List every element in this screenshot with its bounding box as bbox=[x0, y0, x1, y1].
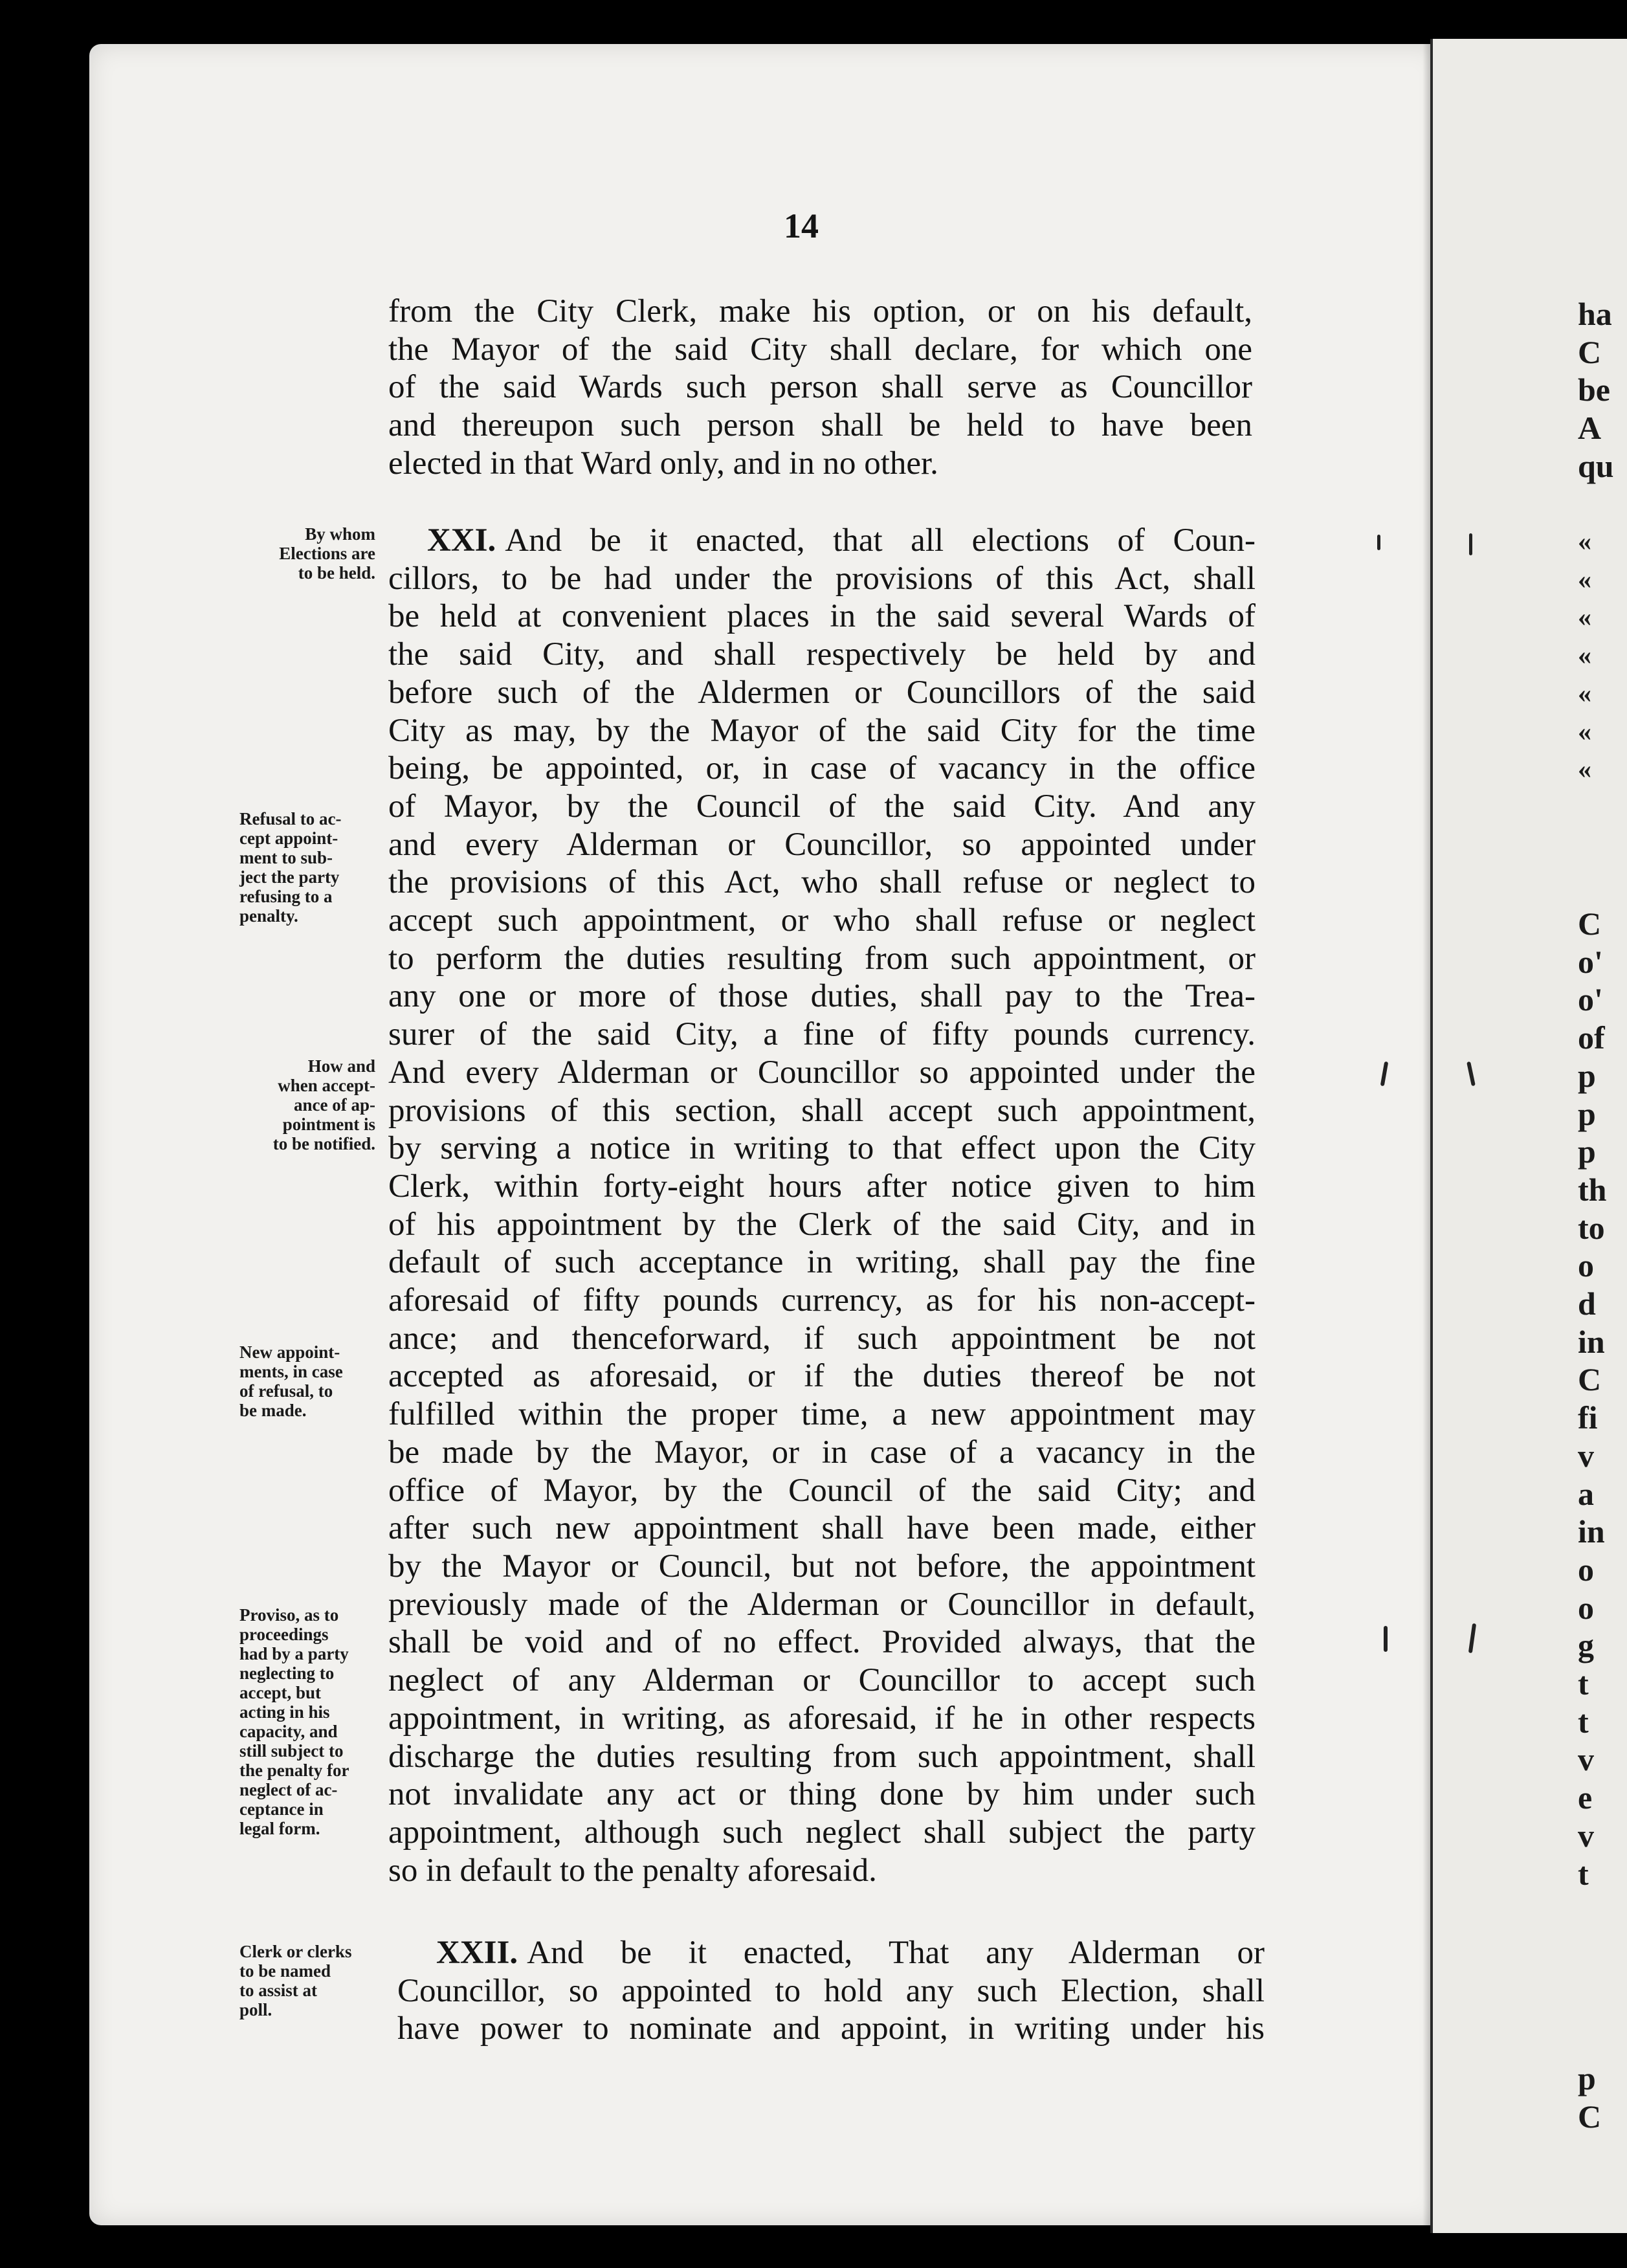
margin-note-refusal bbox=[239, 809, 375, 926]
facing-page-bottom-letters bbox=[1578, 2060, 1601, 2135]
note-line: legal form. bbox=[239, 1819, 320, 1838]
note-line: of refusal, to bbox=[239, 1381, 333, 1401]
facing-page-quote-marks bbox=[1578, 523, 1591, 789]
section-first-line bbox=[388, 522, 1256, 560]
note-line: accept, but bbox=[239, 1683, 321, 1702]
note-line: ject the party bbox=[239, 867, 340, 887]
note-line: How and bbox=[307, 1056, 375, 1076]
note-line: to assist at bbox=[239, 1981, 317, 2000]
margin-note-new-appointments bbox=[239, 1342, 375, 1420]
facing-letter: d bbox=[1578, 1285, 1596, 1322]
facing-letter: p bbox=[1578, 2060, 1596, 2096]
intro-paragraph bbox=[388, 293, 1252, 483]
facing-letter: to bbox=[1578, 1209, 1605, 1246]
note-line: ment to sub- bbox=[239, 848, 333, 867]
text-line: surer of the said City, a fine of fifty pounds currency. bbox=[388, 1016, 1256, 1053]
scan-artifact bbox=[1469, 533, 1472, 555]
text-line: to perform the duties resulting from such appointment, or bbox=[388, 940, 1256, 977]
facing-letter: t bbox=[1578, 1855, 1589, 1892]
text-line: aforesaid of fifty pounds currency, as for his non-accept- bbox=[388, 1282, 1256, 1319]
note-line: to be named bbox=[239, 1961, 331, 1981]
facing-letter: C bbox=[1578, 2098, 1602, 2135]
note-line: to be held. bbox=[298, 563, 375, 583]
text-line: appointment, in writing, as aforesaid, if he in other respects bbox=[388, 1700, 1256, 1737]
facing-letter: g bbox=[1578, 1627, 1594, 1664]
text-line: the provisions of this Act, who shall refuse or neglect to bbox=[388, 864, 1256, 901]
text-line: office of Mayor, by the Council of the said City; and bbox=[388, 1472, 1256, 1509]
facing-letter: e bbox=[1578, 1779, 1593, 1816]
margin-note-by-whom bbox=[239, 524, 375, 583]
text-line: provisions of this section, shall accept such appointment, bbox=[388, 1092, 1256, 1129]
text-line: have power to nominate and appoint, in writing under his bbox=[397, 2010, 1265, 2047]
margin-note-clerk bbox=[239, 1942, 375, 2019]
note-line: acting in his bbox=[239, 1702, 330, 1722]
facing-letter: t bbox=[1578, 1665, 1589, 1702]
note-line: ance of ap- bbox=[294, 1095, 375, 1115]
text-line: appointment, although such neglect shall subject the party bbox=[388, 1814, 1256, 1851]
text-line: of the said Wards such person shall serve as Councillor bbox=[388, 369, 1252, 406]
facing-letter: A bbox=[1578, 410, 1602, 447]
facing-letter: in bbox=[1578, 1513, 1605, 1550]
section-first-line bbox=[397, 1934, 1265, 1972]
note-line: Refusal to ac- bbox=[239, 809, 342, 828]
text-line: before such of the Aldermen or Councillors of the said bbox=[388, 674, 1256, 711]
scan-artifact bbox=[1384, 1626, 1388, 1652]
quote-mark: « bbox=[1578, 678, 1591, 709]
text-line: previously made of the Alderman or Councillor in default, bbox=[388, 1586, 1256, 1623]
text-line: the said City, and shall respectively be held by and bbox=[388, 636, 1256, 673]
facing-letter: v bbox=[1578, 1437, 1594, 1474]
quote-mark: « bbox=[1578, 564, 1591, 595]
section-number: XXI. bbox=[427, 522, 496, 559]
text-line: ance; and thenceforward, if such appointment be not bbox=[388, 1320, 1256, 1357]
text-line: not invalidate any act or thing done by him under such bbox=[388, 1776, 1256, 1813]
facing-letter: v bbox=[1578, 1741, 1594, 1778]
text-line: Councillor, so appointed to hold any such Election, shall bbox=[397, 1972, 1265, 2009]
facing-letter: of bbox=[1578, 1019, 1605, 1056]
text-line: neglect of any Alderman or Councillor to accept such bbox=[388, 1662, 1256, 1699]
text-line: the Mayor of the said City shall declare, for which one bbox=[388, 331, 1252, 368]
text-line: And be it enacted, that all elections of Coun- bbox=[505, 522, 1256, 559]
text-line: by serving a notice in writing to that effect upon the City bbox=[388, 1130, 1256, 1167]
text-line: and every Alderman or Councillor, so appointed under bbox=[388, 826, 1256, 863]
facing-letter: a bbox=[1578, 1475, 1594, 1512]
text-line: accepted as aforesaid, or if the duties thereof be not bbox=[388, 1358, 1256, 1395]
facing-letter: C bbox=[1578, 1361, 1602, 1398]
text-line: And be it enacted, That any Alderman or bbox=[527, 1935, 1265, 1971]
text-line: Clerk, within forty-eight hours after notice given to him bbox=[388, 1168, 1256, 1205]
facing-letter: qu bbox=[1578, 447, 1614, 484]
section-xxii bbox=[397, 1934, 1265, 2048]
note-line: neglecting to bbox=[239, 1663, 335, 1683]
text-line: so in default to the penalty aforesaid. bbox=[388, 1852, 877, 1889]
section-xxi bbox=[388, 522, 1256, 1889]
facing-letter: v bbox=[1578, 1817, 1594, 1854]
text-line: of his appointment by the Clerk of the said City, and in bbox=[388, 1206, 1256, 1243]
text-line: And every Alderman or Councillor so appointed under the bbox=[388, 1054, 1256, 1091]
note-line: New appoint- bbox=[239, 1342, 340, 1362]
text-line: and thereupon such person shall be held to have been bbox=[388, 407, 1252, 444]
note-line: proceedings bbox=[239, 1625, 329, 1644]
facing-page-top-letters bbox=[1578, 295, 1614, 485]
facing-letter: o' bbox=[1578, 943, 1603, 980]
text-line: of Mayor, by the Council of the said City. And any bbox=[388, 788, 1256, 825]
facing-letter: p bbox=[1578, 1095, 1596, 1132]
facing-letter: o bbox=[1578, 1551, 1594, 1588]
quote-mark: « bbox=[1578, 641, 1591, 671]
text-line: be made by the Mayor, or in case of a vacancy in the bbox=[388, 1434, 1256, 1471]
text-line: cillors, to be had under the provisions of this Act, shall bbox=[388, 560, 1256, 597]
quote-mark: « bbox=[1578, 603, 1591, 633]
facing-letter: o bbox=[1578, 1247, 1594, 1284]
note-line: Elections are bbox=[279, 544, 375, 563]
note-line: ceptance in bbox=[239, 1799, 324, 1819]
text-line: default of such acceptance in writing, shall pay the fine bbox=[388, 1244, 1256, 1281]
margin-note-proviso bbox=[239, 1605, 375, 1838]
note-line: Proviso, as to bbox=[239, 1605, 339, 1625]
scan-artifact bbox=[1377, 535, 1380, 550]
facing-letter: in bbox=[1578, 1323, 1605, 1360]
text-line: elected in that Ward only, and in no other. bbox=[388, 445, 938, 482]
quote-mark: « bbox=[1578, 755, 1591, 785]
text-line: accept such appointment, or who shall refuse or neglect bbox=[388, 902, 1256, 939]
page-number: 14 bbox=[784, 206, 819, 245]
note-line: pointment is bbox=[282, 1115, 375, 1134]
facing-letter: p bbox=[1578, 1057, 1596, 1094]
note-line: cept appoint- bbox=[239, 828, 338, 848]
note-line: Clerk or clerks bbox=[239, 1942, 352, 1961]
margin-note-acceptance bbox=[239, 1056, 375, 1153]
text-line: City as may, by the Mayor of the said City for the time bbox=[388, 712, 1256, 749]
note-line: the penalty for bbox=[239, 1761, 349, 1780]
facing-page-column-letters bbox=[1578, 905, 1606, 1893]
note-line: poll. bbox=[239, 2000, 272, 2019]
text-line: shall be void and of no effect. Provided always, that the bbox=[388, 1624, 1256, 1661]
note-line: capacity, and bbox=[239, 1722, 338, 1741]
quote-mark: « bbox=[1578, 717, 1591, 747]
text-line: being, be appointed, or, in case of vacancy in the office bbox=[388, 750, 1256, 787]
facing-letter: o' bbox=[1578, 981, 1603, 1018]
facing-letter: o bbox=[1578, 1589, 1594, 1626]
note-line: ments, in case bbox=[239, 1362, 343, 1381]
text-line: by the Mayor or Council, but not before, the appointment bbox=[388, 1548, 1256, 1584]
facing-letter: ha bbox=[1578, 296, 1612, 332]
facing-letter: be bbox=[1578, 372, 1610, 408]
text-line: be held at convenient places in the said several Wards of bbox=[388, 598, 1256, 635]
text-line: after such new appointment shall have been made, either bbox=[388, 1510, 1256, 1547]
note-line: be made. bbox=[239, 1401, 307, 1420]
facing-letter: t bbox=[1578, 1703, 1589, 1740]
text-line: fulfilled within the proper time, a new appointment may bbox=[388, 1396, 1256, 1433]
facing-letter: th bbox=[1578, 1171, 1607, 1208]
facing-letter: fi bbox=[1578, 1399, 1598, 1436]
note-line: refusing to a bbox=[239, 887, 333, 906]
quote-mark: « bbox=[1578, 527, 1591, 557]
note-line: to be notified. bbox=[272, 1134, 375, 1153]
facing-letter: C bbox=[1578, 906, 1602, 942]
note-line: By whom bbox=[305, 524, 375, 544]
section-number: XXII. bbox=[436, 1935, 518, 1971]
text-line: discharge the duties resulting from such appointment, shall bbox=[388, 1738, 1256, 1775]
note-line: still subject to bbox=[239, 1741, 344, 1761]
note-line: neglect of ac- bbox=[239, 1780, 338, 1799]
note-line: penalty. bbox=[239, 906, 298, 926]
facing-letter: C bbox=[1578, 333, 1602, 370]
text-line: any one or more of those duties, shall pay to the Trea- bbox=[388, 978, 1256, 1015]
facing-letter: p bbox=[1578, 1133, 1596, 1170]
note-line: had by a party bbox=[239, 1644, 349, 1663]
note-line: when accept- bbox=[278, 1076, 375, 1095]
text-line: from the City Clerk, make his option, or on his default, bbox=[388, 293, 1252, 329]
